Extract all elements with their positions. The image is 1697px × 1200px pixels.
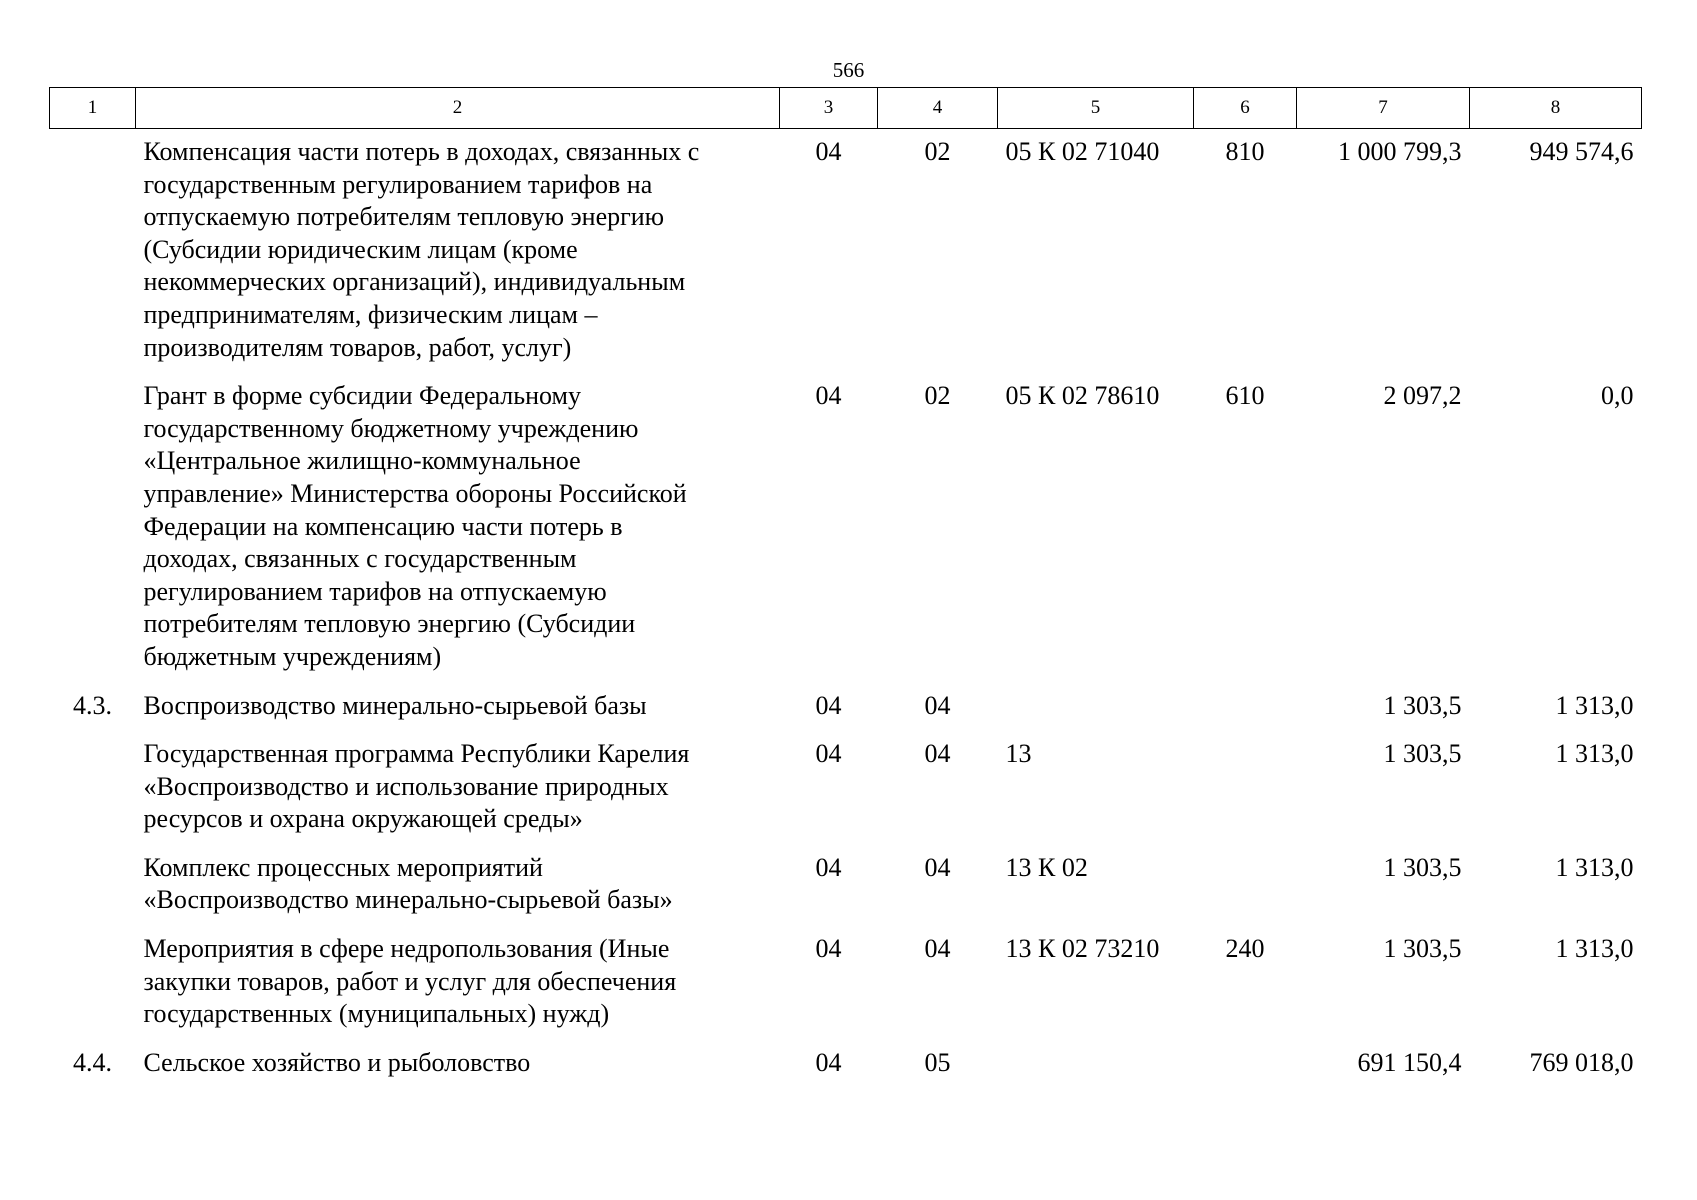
row-number — [50, 933, 136, 1047]
description-line: Комплекс процессных мероприятий — [143, 852, 543, 882]
expense-type-code: 610 — [1225, 381, 1265, 411]
target-article-code: 13 — [1005, 739, 1032, 769]
row-description — [136, 1047, 780, 1096]
description-line: некоммерческих организаций), индивидуальным — [143, 267, 686, 297]
description-line: «Воспроизводство минерально-сырьевой базы» — [143, 885, 673, 915]
description-line: Федерации на компенсацию части потерь в — [143, 511, 623, 541]
subsection-code: 05 — [924, 1047, 951, 1077]
row-description — [136, 380, 780, 689]
subsection-code: 04 — [924, 690, 951, 720]
table-row — [50, 738, 1642, 852]
target-article-code: 13 К 02 — [1005, 852, 1088, 882]
description-line: регулированием тарифов на отпускаемую — [143, 576, 607, 606]
header-col-3: 3 — [780, 88, 878, 129]
description-line: Государственная программа Республики Карелия — [143, 739, 690, 769]
description-line: закупки товаров, работ и услуг для обеспечения — [143, 966, 677, 996]
expense-type-code — [1194, 1047, 1297, 1096]
header-col-1: 1 — [50, 88, 136, 129]
amount-col-7: 1 303,5 — [1383, 739, 1462, 769]
row-description — [136, 129, 780, 381]
row-description — [136, 690, 780, 739]
amount-col-8: 769 018,0 — [1529, 1047, 1634, 1077]
target-article-code — [998, 690, 1194, 739]
row-number — [50, 380, 136, 689]
amount-col-8: 949 574,6 — [1529, 137, 1634, 166]
description-line: «Центральное жилищно-коммунальное — [143, 446, 581, 476]
amount-col-7: 1 303,5 — [1383, 934, 1462, 964]
description-line: «Воспроизводство и использование природных — [143, 771, 669, 801]
description-line: ресурсов и охрана окружающей среды» — [143, 804, 583, 834]
amount-col-7: 1 303,5 — [1383, 690, 1462, 720]
section-code: 04 — [815, 690, 842, 720]
header-col-7: 7 — [1297, 88, 1470, 129]
amount-col-7: 691 150,4 — [1357, 1047, 1462, 1077]
section-code: 04 — [815, 137, 842, 166]
description-line: управление» Министерства обороны Российской — [143, 478, 687, 508]
row-description — [136, 852, 780, 933]
row-number — [50, 129, 136, 381]
row-number: 4.3. — [73, 690, 112, 720]
description-line: предпринимателям, физическим лицам – — [143, 299, 598, 329]
table-row — [50, 1047, 1642, 1096]
row-description — [136, 933, 780, 1047]
target-article-code: 13 К 02 73210 — [1005, 934, 1160, 964]
subsection-code: 04 — [924, 852, 951, 882]
table-row — [50, 933, 1642, 1047]
header-col-4: 4 — [878, 88, 998, 129]
section-code: 04 — [815, 852, 842, 882]
target-article-code — [998, 1047, 1194, 1096]
header-col-2: 2 — [136, 88, 780, 129]
amount-col-7: 2 097,2 — [1383, 381, 1462, 411]
amount-col-8: 1 313,0 — [1555, 739, 1634, 769]
amount-col-8: 1 313,0 — [1555, 852, 1634, 882]
description-line: Грант в форме субсидии Федеральному — [143, 381, 582, 411]
amount-col-8: 1 313,0 — [1555, 934, 1634, 964]
subsection-code: 02 — [924, 381, 951, 411]
description-line: производителям товаров, работ, услуг) — [143, 332, 572, 362]
section-code: 04 — [815, 1047, 842, 1077]
row-number — [50, 852, 136, 933]
description-line: Воспроизводство минерально-сырьевой базы — [143, 690, 647, 720]
expense-type-code — [1194, 690, 1297, 739]
description-line: государственному бюджетному учреждению — [143, 413, 639, 443]
description-line: государственным регулированием тарифов на — [143, 169, 653, 199]
target-article-code: 05 К 02 78610 — [1005, 381, 1160, 411]
amount-col-7: 1 303,5 — [1383, 852, 1462, 882]
target-article-code: 05 К 02 71040 — [1005, 137, 1160, 166]
description-line: Сельское хозяйство и рыболовство — [143, 1047, 531, 1077]
expense-type-code: 810 — [1225, 137, 1265, 166]
row-description — [136, 738, 780, 852]
expense-type-code — [1194, 738, 1297, 852]
description-line: бюджетным учреждениям) — [143, 641, 442, 671]
description-line: отпускаемую потребителям тепловую энергию — [143, 202, 665, 232]
table-row — [50, 129, 1642, 381]
subsection-code: 04 — [924, 934, 951, 964]
description-line: государственных (муниципальных) нужд) — [143, 999, 610, 1029]
amount-col-8: 0,0 — [1601, 381, 1634, 411]
row-number: 4.4. — [73, 1047, 112, 1077]
table-body — [50, 129, 1642, 1096]
amount-col-8: 1 313,0 — [1555, 690, 1634, 720]
table-header-row — [50, 88, 1642, 129]
description-line: Компенсация части потерь в доходах, связанных с — [143, 137, 700, 166]
description-line: (Субсидии юридическим лицам (кроме — [143, 234, 578, 264]
table-row — [50, 852, 1642, 933]
description-line: Мероприятия в сфере недропользования (Иные — [143, 934, 670, 964]
header-col-6: 6 — [1194, 88, 1297, 129]
header-col-5: 5 — [998, 88, 1194, 129]
expense-type-code — [1194, 852, 1297, 933]
description-line: потребителям тепловую энергию (Субсидии — [143, 609, 636, 639]
section-code: 04 — [815, 934, 842, 964]
header-col-8: 8 — [1470, 88, 1642, 129]
page-number: 566 — [832, 58, 865, 82]
table-row — [50, 380, 1642, 689]
expense-type-code: 240 — [1225, 934, 1265, 964]
amount-col-7: 1 000 799,3 — [1338, 137, 1462, 166]
row-number — [50, 738, 136, 852]
section-code: 04 — [815, 381, 842, 411]
table-row — [50, 690, 1642, 739]
subsection-code: 04 — [924, 739, 951, 769]
description-line: доходах, связанных с государственным — [143, 544, 577, 574]
section-code: 04 — [815, 739, 842, 769]
subsection-code: 02 — [924, 137, 951, 166]
budget-table — [49, 87, 1642, 1095]
